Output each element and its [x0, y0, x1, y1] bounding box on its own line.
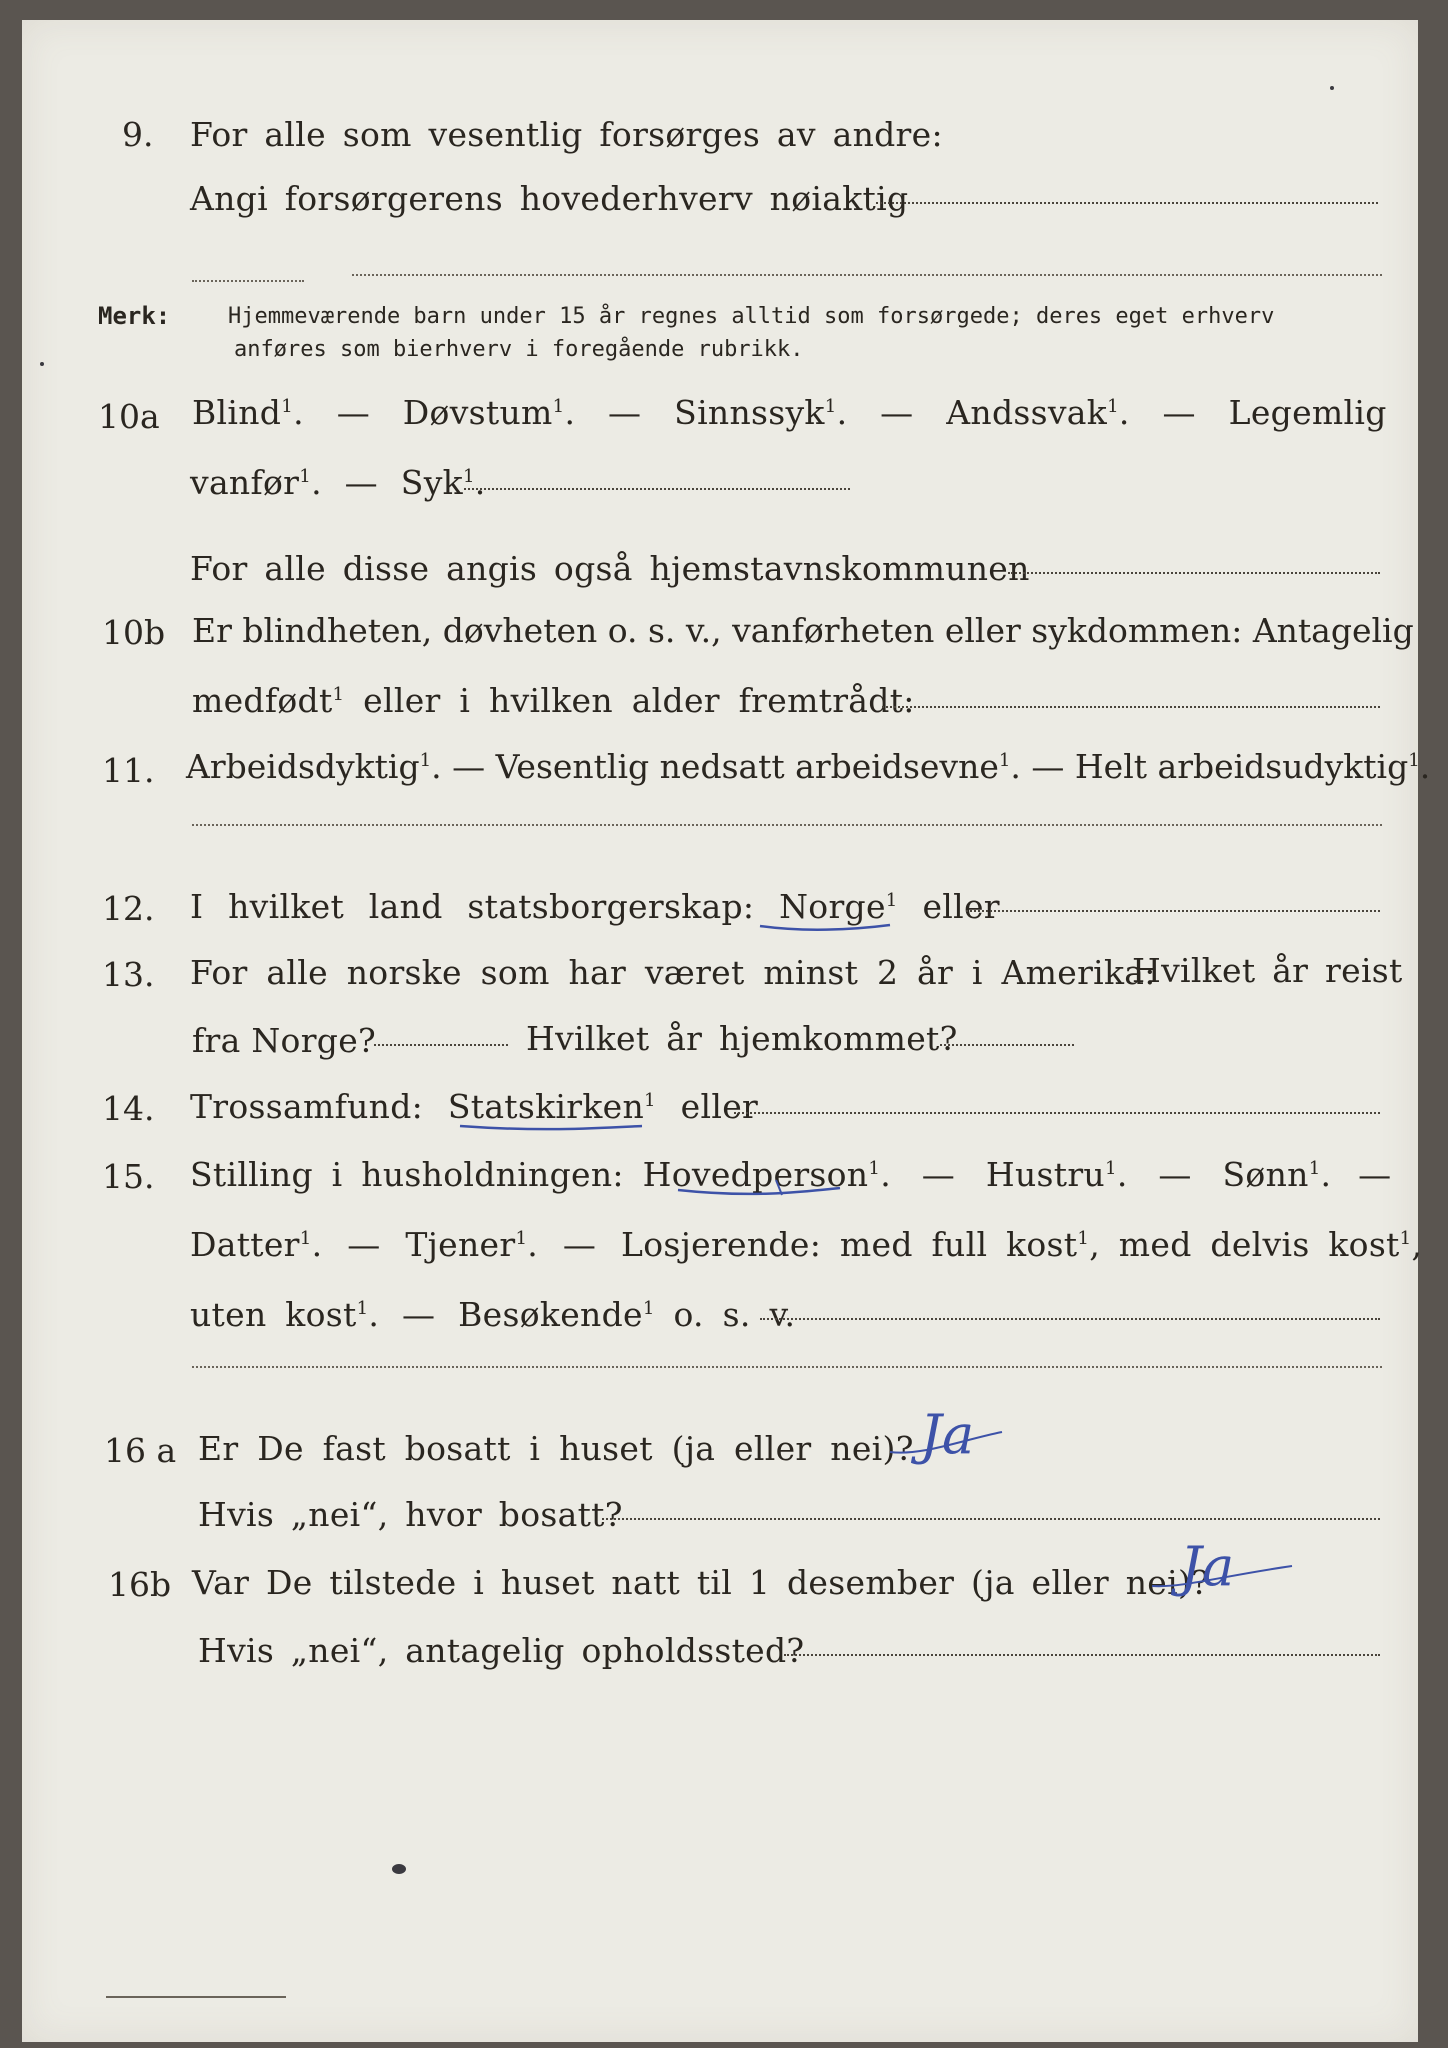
- q16b-answer[interactable]: Ja: [1180, 1535, 1235, 1598]
- q14-number: 14.: [102, 1089, 155, 1128]
- q15-number: 15.: [102, 1157, 155, 1196]
- q10a-kommune-line[interactable]: [1008, 572, 1380, 574]
- q10b-line1: Er blindheten, døvheten o. s. v., vanførheten eller sykdommen: Antagelig: [192, 611, 1414, 650]
- q15-line3: uten kost$^1$. — Besøkende$^1$ o. s. v.: [190, 1295, 796, 1334]
- q9-line1: For alle som vesentlig forsørges av andre:: [190, 115, 943, 154]
- option-statskirken[interactable]: Statskirken$^1$: [447, 1087, 656, 1126]
- option-medfodt[interactable]: medfødt$^1$: [192, 681, 345, 720]
- q11-line: Arbeidsdyktig$^1$. — Vesentlig nedsatt arbeidsevne$^1$. — Helt arbeidsudyktig$^1$.: [186, 747, 1431, 786]
- q13-fra: fra Norge?: [192, 1021, 377, 1060]
- q16b-question: Var De tilstede i huset natt til 1 desember (ja eller nei)?: [192, 1563, 1210, 1602]
- option-legemlig[interactable]: Legemlig: [1228, 393, 1387, 432]
- q15-line1: Stilling i husholdningen: Hovedperson$^1$. — Hustru$^1$. — Sønn$^1$. —: [190, 1155, 1392, 1194]
- census-form-page: [22, 20, 1431, 2042]
- q16a-answer-line[interactable]: [602, 1518, 1380, 1520]
- q9-line2: Angi forsørgerens hovederhverv nøiaktig: [190, 179, 909, 218]
- footer-rule: [106, 1996, 286, 1998]
- option-full-kost[interactable]: Losjerende: med full kost$^1$,: [621, 1225, 1100, 1264]
- q10a-line2: vanfør$^1$. — Syk$^1$.: [190, 463, 486, 502]
- q12-number: 12.: [102, 889, 155, 928]
- q15-answer-line[interactable]: [760, 1318, 1380, 1320]
- option-vanfor[interactable]: vanfør$^1$.: [190, 463, 322, 502]
- option-datter[interactable]: Datter$^1$.: [190, 1225, 323, 1264]
- q16a-question: Er De fast bosatt i huset (ja eller nei)?: [198, 1429, 914, 1468]
- q13-reist-line[interactable]: [374, 1044, 508, 1046]
- q9-number: 9.: [122, 115, 154, 154]
- q15-line2: Datter$^1$. — Tjener$^1$. — Losjerende: med full kost$^1$, med delvis kost$^1$,: [190, 1225, 1423, 1264]
- q16a-number: 16 a: [104, 1431, 177, 1470]
- merk-line2: anføres som bierhverv i foregående rubrikk.: [234, 337, 804, 362]
- option-nedsatt[interactable]: Vesentlig nedsatt arbeidsevne$^1$.: [495, 747, 1021, 786]
- option-blind[interactable]: Blind$^1$.: [192, 393, 304, 432]
- q12-line: I hvilket land statsborgerskap: Norge$^1$ eller: [190, 887, 1000, 926]
- option-sonn[interactable]: Sønn$^1$.: [1222, 1155, 1332, 1194]
- q9-answer-line-2[interactable]: [192, 280, 304, 282]
- q9-answer-line-3[interactable]: [352, 274, 1382, 276]
- option-tjener[interactable]: Tjener$^1$.: [405, 1225, 539, 1264]
- q13-number: 13.: [102, 955, 155, 994]
- q10a-line3: For alle disse angis også hjemstavnskommunen: [190, 549, 1030, 588]
- q14-line: Trossamfund: Statskirken$^1$ eller: [190, 1087, 759, 1126]
- option-andssvak[interactable]: Andssvak$^1$.: [946, 393, 1130, 432]
- q9-answer-line[interactable]: [876, 202, 1378, 204]
- q11-number: 11.: [102, 751, 155, 790]
- q13-line1: For alle norske som har været minst 2 år i Amerika:: [190, 953, 1156, 992]
- merk-line1: Hjemmeværende barn under 15 år regnes alltid som forsørgede; deres eget erhverv: [228, 304, 1275, 329]
- option-dovstum[interactable]: Døvstum$^1$.: [402, 393, 576, 432]
- merk-label: Merk:: [98, 302, 171, 330]
- q16b-number: 16b: [108, 1565, 172, 1604]
- q10b-line2: medfødt$^1$ eller i hvilken alder fremtrådt:: [192, 681, 915, 720]
- q16a-line2: Hvis „nei“, hvor bosatt?: [198, 1495, 623, 1534]
- q16b-answer-line[interactable]: [784, 1654, 1380, 1656]
- q10a-syk-line[interactable]: [464, 488, 850, 490]
- option-besokende[interactable]: Besøkende$^1$: [458, 1295, 655, 1334]
- option-delvis-kost[interactable]: med delvis kost$^1$,: [1118, 1225, 1423, 1264]
- q16a-answer[interactable]: Ja: [920, 1403, 975, 1466]
- option-udyktig[interactable]: Helt arbeidsudyktig$^1$.: [1074, 747, 1431, 786]
- option-syk[interactable]: Syk$^1$.: [400, 463, 486, 502]
- q15-answer-line-2[interactable]: [192, 1366, 1382, 1368]
- q14-answer-line[interactable]: [734, 1112, 1380, 1114]
- option-hovedperson[interactable]: Hovedperson$^1$.: [642, 1155, 891, 1194]
- paper-speck: [392, 1864, 406, 1874]
- option-arbeidsdyktig[interactable]: Arbeidsdyktig$^1$.: [186, 747, 442, 786]
- q13-reist: Hvilket år reist: [1132, 951, 1403, 990]
- q10a-line1: Blind$^1$. — Døvstum$^1$. — Sinnssyk$^1$. — Andssvak$^1$. — Legemlig: [192, 393, 1387, 432]
- option-hustru[interactable]: Hustru$^1$.: [985, 1155, 1128, 1194]
- paper-speck: [1330, 86, 1334, 90]
- q13-hjem: Hvilket år hjemkommet?: [526, 1019, 958, 1058]
- option-norge[interactable]: Norge$^1$: [779, 887, 898, 926]
- q11-answer-line[interactable]: [192, 824, 1382, 826]
- q10a-number: 10a: [98, 397, 160, 436]
- statskirken-underline: [460, 1126, 642, 1129]
- q12-answer-line[interactable]: [966, 910, 1380, 912]
- q16b-line2: Hvis „nei“, antagelig opholdssted?: [198, 1631, 805, 1670]
- q10b-number: 10b: [102, 613, 166, 652]
- paper-speck: [40, 362, 44, 366]
- q10b-answer-line[interactable]: [882, 706, 1380, 708]
- q13-hjem-line[interactable]: [940, 1044, 1074, 1046]
- option-sinnssyk[interactable]: Sinnssyk$^1$.: [674, 393, 848, 432]
- option-uten-kost[interactable]: uten kost$^1$.: [190, 1295, 380, 1334]
